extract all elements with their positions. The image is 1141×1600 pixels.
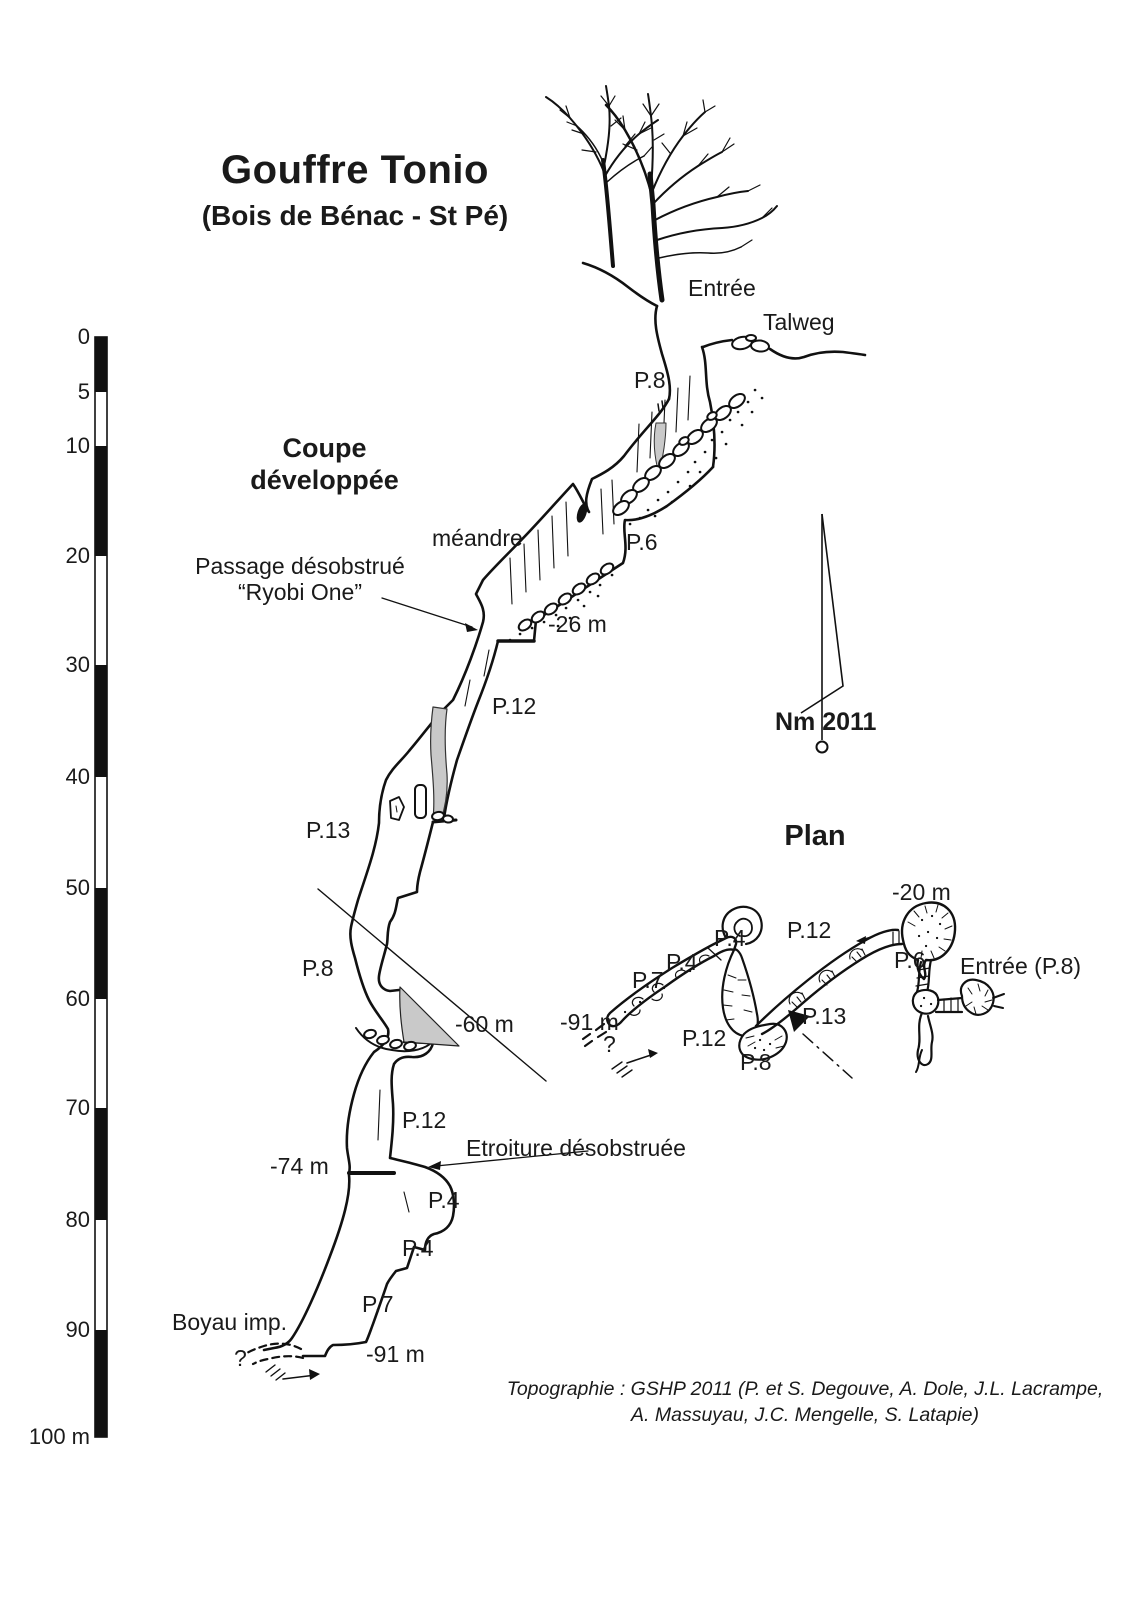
scale-tick-5: 5	[77, 379, 90, 404]
scale-tick-80: 80	[65, 1207, 90, 1232]
plan-heading: Plan	[784, 820, 846, 852]
label-p7-section: P.7	[362, 1291, 394, 1317]
label-boyau: Boyau imp.	[172, 1309, 288, 1335]
label-question-plan: ?	[603, 1031, 616, 1057]
label-depth-26: -26 m	[548, 611, 607, 637]
section-heading	[202, 432, 447, 497]
label-depth-20-plan: -20 m	[892, 879, 951, 905]
shaded-inlet-middle	[431, 707, 448, 820]
page-title: Gouffre Tonio	[221, 148, 489, 192]
scale-tick-10: 10	[65, 433, 90, 458]
credit-line1: Topographie : GSHP 2011 (P. et S. Degouve, A. Dole, J.L. Lacrampe,	[506, 1378, 1104, 1400]
continuation-arrow-plan	[612, 1049, 658, 1077]
label-meandre: méandre	[432, 525, 523, 551]
topography-credit	[455, 1376, 1141, 1429]
scale-tick-40: 40	[65, 764, 90, 789]
scale-tick-100: 100 m	[28, 1424, 90, 1449]
label-entree-section: Entrée	[688, 275, 756, 301]
label-p4-plan-b: P.4	[666, 949, 698, 975]
label-p4-lower: P.4	[402, 1235, 434, 1261]
label-p8-upper: P.8	[634, 367, 666, 393]
label-p8-lower: P.8	[302, 955, 334, 981]
scale-tick-50: 50	[65, 875, 90, 900]
scale-tick-0: 0	[77, 324, 90, 349]
label-depth-60: -60 m	[455, 1011, 514, 1037]
shaded-inlet-lower	[400, 987, 459, 1046]
label-p12-lower: P.12	[402, 1107, 447, 1133]
scale-tick-90: 90	[65, 1317, 90, 1342]
continuation-arrow-section	[266, 1365, 320, 1380]
label-depth-74: -74 m	[270, 1153, 329, 1179]
label-p13-section: P.13	[306, 817, 351, 843]
label-p8-plan: P.8	[740, 1049, 772, 1075]
label-p12-upper: P.12	[492, 693, 537, 719]
label-depth-91-plan: -91 m	[560, 1009, 619, 1035]
scale-tick-30: 30	[65, 652, 90, 677]
credit-line2: A. Massuyau, J.C. Mengelle, S. Latapie)	[631, 1404, 979, 1427]
trees-illustration	[546, 86, 777, 300]
label-depth-91-section: -91 m	[366, 1341, 425, 1367]
label-entree-plan: Entrée (P.8)	[960, 953, 1082, 979]
label-p12-plan-a: P.12	[787, 917, 832, 943]
depth-scale-bar	[95, 337, 107, 1437]
page-subtitle: (Bois de Bénac - St Pé)	[201, 200, 509, 231]
north-arrow-label: Nm 2011	[775, 708, 877, 736]
label-p6-section: P.6	[626, 529, 658, 555]
label-p13-plan: P.13	[802, 1003, 847, 1029]
scale-tick-60: 60	[65, 986, 90, 1011]
scale-tick-70: 70	[65, 1095, 90, 1120]
label-etroiture: Etroiture désobstruée	[466, 1135, 686, 1161]
label-passage-line1: Passage désobstrué	[195, 553, 405, 579]
section-heading-line2: développée	[250, 465, 399, 496]
label-p4-upper: P.4	[428, 1187, 460, 1213]
label-p7-plan: P.7	[632, 967, 664, 993]
label-p6-plan: P.6	[894, 947, 926, 973]
label-passage-desobstrue	[175, 554, 425, 606]
label-p4-plan-a: P.4	[714, 925, 746, 951]
scale-tick-20: 20	[65, 543, 90, 568]
label-talweg: Talweg	[763, 309, 835, 335]
label-p12-plan-b: P.12	[682, 1025, 727, 1051]
section-heading-line1: Coupe	[282, 433, 367, 463]
label-question-section: ?	[234, 1345, 247, 1371]
label-passage-line2: “Ryobi One”	[238, 578, 362, 605]
